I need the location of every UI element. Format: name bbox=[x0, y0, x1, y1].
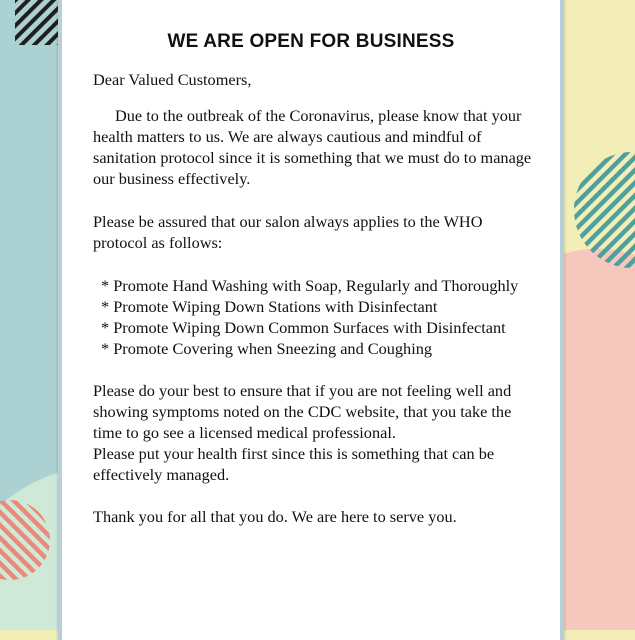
bullet-covering: * Promote Covering when Sneezing and Coughing bbox=[101, 339, 433, 358]
letter-panel bbox=[58, 0, 564, 640]
protocol-intro-paragraph: Please be assured that our salon always applies to the WHO protocol as follows: bbox=[93, 212, 483, 252]
letter-title: WE ARE OPEN FOR BUSINESS bbox=[167, 31, 455, 52]
salutation: Dear Valued Customers, bbox=[93, 70, 252, 89]
bullet-hand-washing: * Promote Hand Washing with Soap, Regularly and Thoroughly bbox=[101, 276, 519, 295]
bullet-wiping-surfaces: * Promote Wiping Down Common Surfaces with Disinfectant bbox=[101, 318, 506, 337]
advice-paragraph: Please do your best to ensure that if you are not feeling well and showing symptoms noted on the CDC website, that you take the time to go see a licensed medical professional. bbox=[93, 381, 512, 442]
bullet-wiping-stations: * Promote Wiping Down Stations with Disinfectant bbox=[101, 297, 438, 316]
letter-body bbox=[93, 69, 538, 527]
closing-line: Thank you for all that you do. We are here to serve you. bbox=[93, 507, 457, 526]
health-first-paragraph: Please put your health first since this is something that can be effectively managed. bbox=[93, 444, 495, 484]
intro-paragraph: Due to the outbreak of the Coronavirus, please know that your health matters to us. We are always cautious and mindful of sanitation protocol since it is something that we must do to manage our business effectively. bbox=[93, 106, 532, 188]
